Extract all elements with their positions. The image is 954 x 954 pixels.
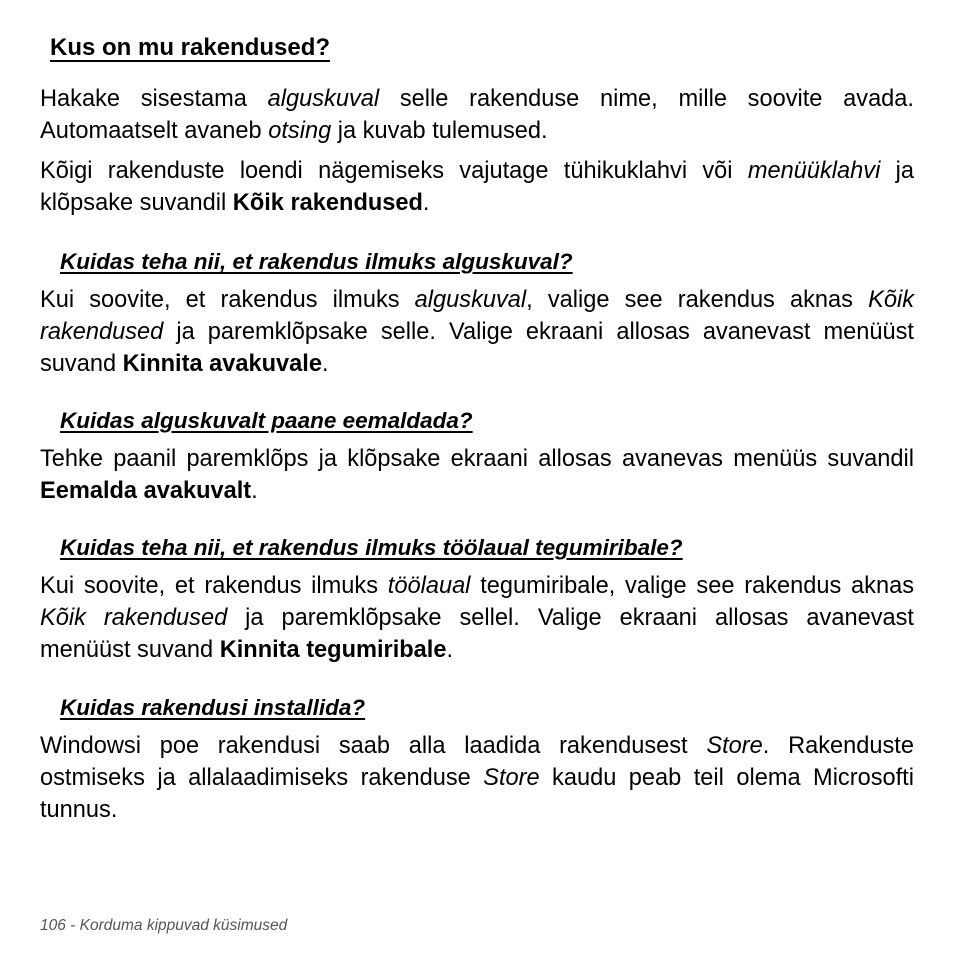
- text-run: Kõigi rakenduste loendi nägemiseks vajutage tühikuklahvi või: [40, 158, 748, 184]
- section-paragraph-4: [40, 730, 914, 826]
- emphasis: menüüklahvi: [747, 158, 881, 184]
- page-title: Kus on mu rakendused?: [50, 34, 331, 61]
- text-run: kaudu peab teil olema Microsofti tunnus.: [40, 765, 914, 823]
- text-run: Kui soovite, et rakendus ilmuks: [40, 287, 415, 313]
- intro-paragraph-2: [40, 155, 914, 219]
- text-run: ja paremklõpsake sellel. Valige ekraani allosas avanevast menüüst suvand: [40, 605, 914, 663]
- section-heading-2: Kuidas alguskuvalt paane eemaldada?: [60, 408, 473, 433]
- strong: Kinnita avakuvale: [122, 351, 322, 377]
- strong: Eemalda avakuvalt: [40, 478, 252, 504]
- emphasis: alguskuval: [267, 86, 380, 112]
- section-paragraph-3: [40, 570, 914, 666]
- emphasis: töölaual: [387, 573, 471, 599]
- emphasis: Store: [483, 765, 540, 791]
- text-run: , valige see rakendus aknas: [526, 287, 869, 313]
- emphasis: Kõik rakendused: [40, 287, 914, 345]
- page-footer: 106 - Korduma kippuvad küsimused: [40, 917, 288, 934]
- section-heading-3: Kuidas teha nii, et rakendus ilmuks töölaual tegumiribale?: [60, 535, 683, 560]
- text-run: Kui soovite, et rakendus ilmuks: [40, 573, 388, 599]
- text-run: ja paremklõpsake selle. Valige ekraani allosas avanevast menüüst suvand: [40, 319, 914, 377]
- text-run: Tehke paanil paremklõps ja klõpsake ekraani allosas avanevas menüüs suvandil: [40, 446, 914, 472]
- emphasis: alguskuval: [414, 287, 527, 313]
- text-run: ja klõpsake suvandil: [40, 158, 914, 216]
- strong: Kõik rakendused: [232, 190, 423, 216]
- text-run: Windowsi poe rakendusi saab alla laadida rakendusest: [40, 733, 707, 759]
- emphasis: Store: [706, 733, 763, 759]
- text-run: .: [251, 478, 258, 504]
- emphasis: otsing: [268, 118, 332, 144]
- text-run: .: [321, 351, 329, 377]
- section-paragraph-2: [40, 443, 914, 507]
- strong: Kinnita tegumiribale: [219, 637, 447, 663]
- emphasis: Kõik rakendused: [40, 605, 228, 631]
- text-run: . Rakenduste ostmiseks ja allalaadimiseks rakenduse: [40, 733, 914, 791]
- text-run: selle rakenduse nime, mille soovite avada. Automaatselt avaneb: [40, 86, 914, 144]
- section-paragraph-1: [40, 284, 914, 380]
- text-run: Hakake sisestama: [40, 86, 268, 112]
- section-heading-1: Kuidas teha nii, et rakendus ilmuks alguskuval?: [60, 249, 573, 274]
- text-run: .: [446, 637, 454, 663]
- text-run: tegumiribale, valige see rakendus aknas: [470, 573, 914, 599]
- intro-paragraph-1: [40, 83, 914, 147]
- text-run: ja kuvab tulemused.: [331, 118, 548, 144]
- section-heading-4: Kuidas rakendusi installida?: [60, 695, 366, 720]
- text-run: .: [422, 190, 430, 216]
